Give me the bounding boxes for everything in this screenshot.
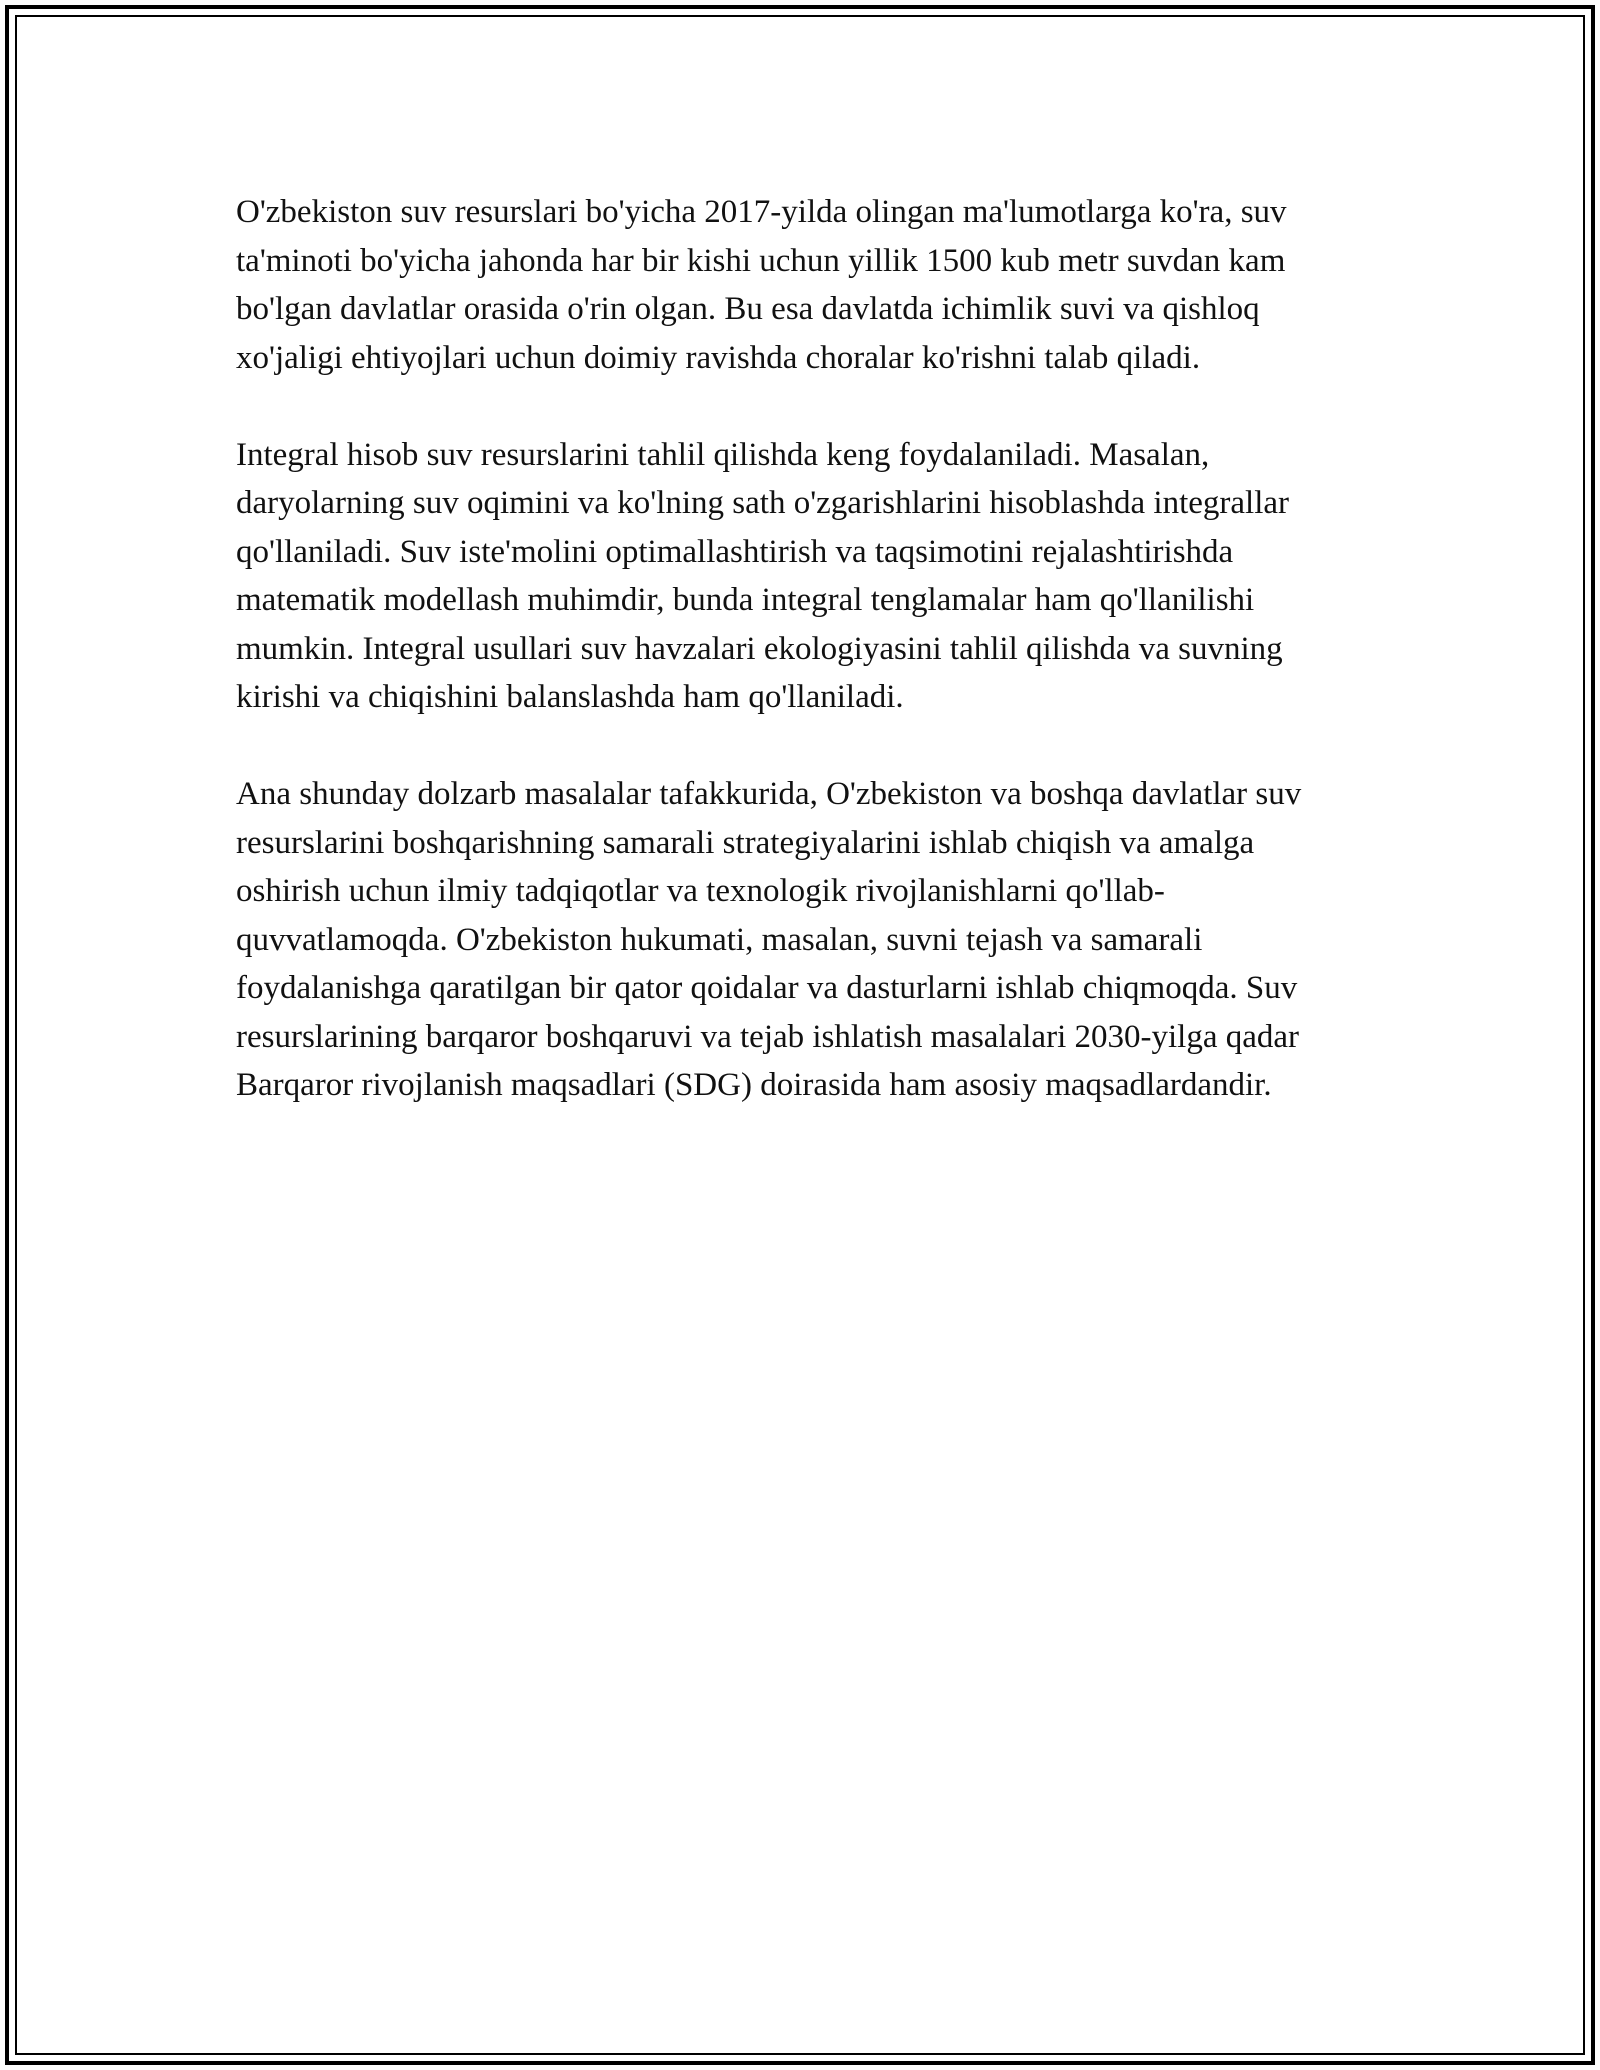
paragraph-water-management-strategy: Ana shunday dolzarb masalalar tafakkurida, O'zbekiston va boshqa davlatlar suv resurslarini boshqarishning samarali strategiyalarini ishlab chiqish va amalga oshirish uchun ilmiy tadqiqotlar va texnologik rivojlanishlarni qo'llab-quvvatlamoqda. O'zbekiston hukumati, masalan, suvni tejash va samarali foydalanishga qaratilgan bir qator qoidalar va dasturlarni ishlab chiqmoqda. Suv resurslarining barqaror boshqaruvi va tejab ishlatish masalalari 2030-yilga qadar Barqaror rivojlanish maqsadlari (SDG) doirasida ham asosiy maqsadlardandir. bbox=[236, 776, 1302, 1103]
paragraph-integral-methods: Integral hisob suv resurslarini tahlil qilishda keng foydalaniladi. Masalan, daryolarning suv oqimini va ko'lning sath o'zgarishlarini hisoblashda integrallar qo'llaniladi. Suv iste'molini optimallashtirish va taqsimotini rejalashtirishda matematik modellash muhimdir, bunda integral tenglamalar ham qo'llanilishi mumkin. Integral usullari suv havzalari ekologiyasini tahlil qilishda va suvning kirishi va chiqishini balanslashda ham qo'llaniladi. bbox=[236, 436, 1290, 715]
paragraph-water-statistics: O'zbekiston suv resurslari bo'yicha 2017-yilda olingan ma'lumotlarga ko'ra, suv ta'minoti bo'yicha jahonda har bir kishi uchun yillik 1500 kub metr suvdan kam bo'lgan davlatlar orasida o'rin olgan. Bu esa davlatda ichimlik suvi va qishloq xo'jaligi ehtiyojlari uchun doimiy ravishda choralar ko'rishni talab qiladi. bbox=[236, 194, 1287, 376]
document-body bbox=[236, 188, 1366, 1158]
